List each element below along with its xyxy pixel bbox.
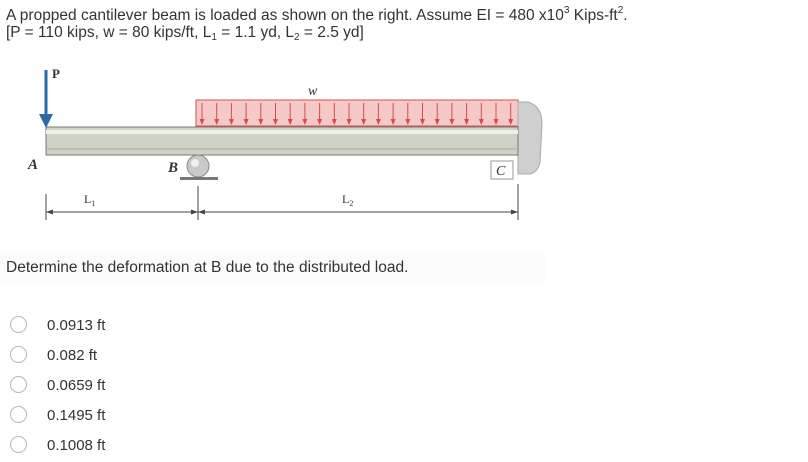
dimension-arrowhead [46, 210, 53, 215]
question-line-2 [6, 24, 364, 47]
beam-diagram [20, 62, 560, 242]
exponent: 2 [617, 5, 624, 16]
option-label: 0.1008 ft [47, 437, 106, 454]
beam-highlight [46, 130, 518, 134]
label-P: P [52, 66, 60, 81]
option-label: 0.1495 ft [47, 407, 106, 424]
label-B: B [168, 160, 179, 176]
radio-button[interactable] [10, 376, 27, 393]
option-label: 0.0659 ft [47, 377, 106, 394]
period: . [623, 7, 628, 24]
label-L1: $L_1$ [84, 192, 96, 208]
given-text: = 2.5 yd] [299, 24, 364, 41]
question-text: A propped cantilever beam is loaded as shown on the right. Assume EI = 480 x10 [6, 7, 564, 24]
dimension-arrowhead [511, 210, 518, 215]
subscript: 2 [294, 32, 300, 43]
radio-button[interactable] [10, 316, 27, 333]
subscript: 1 [211, 32, 217, 43]
label-w: w [308, 84, 318, 99]
question-line-1 [6, 2, 628, 25]
roller-highlight [191, 159, 199, 167]
point-load-arrowhead [39, 114, 53, 128]
exponent: 3 [563, 5, 570, 16]
dimension-arrowhead [191, 210, 198, 215]
given-text: = 1.1 yd, L [216, 24, 295, 41]
given-text: [P = 110 kips, w = 80 kips/ft, L [6, 24, 212, 41]
radio-button[interactable] [10, 406, 27, 423]
label-A: A [28, 157, 39, 173]
label-L2: $L_2$ [342, 192, 354, 208]
roller-base [180, 177, 218, 180]
fixed-wall [518, 102, 542, 174]
prompt-text: Determine the deformation at B due to the distributed load. [6, 259, 409, 276]
option-label: 0.082 ft [47, 347, 98, 364]
prompt-bar [0, 253, 545, 283]
dimension-arrowhead [198, 210, 205, 215]
radio-button[interactable] [10, 346, 27, 363]
option-label: 0.0913 ft [47, 317, 106, 334]
radio-button[interactable] [10, 436, 27, 453]
unit-text: Kips-ft [569, 7, 618, 24]
roller-support [187, 155, 209, 177]
label-C: C [496, 164, 506, 179]
distributed-load [196, 100, 518, 126]
